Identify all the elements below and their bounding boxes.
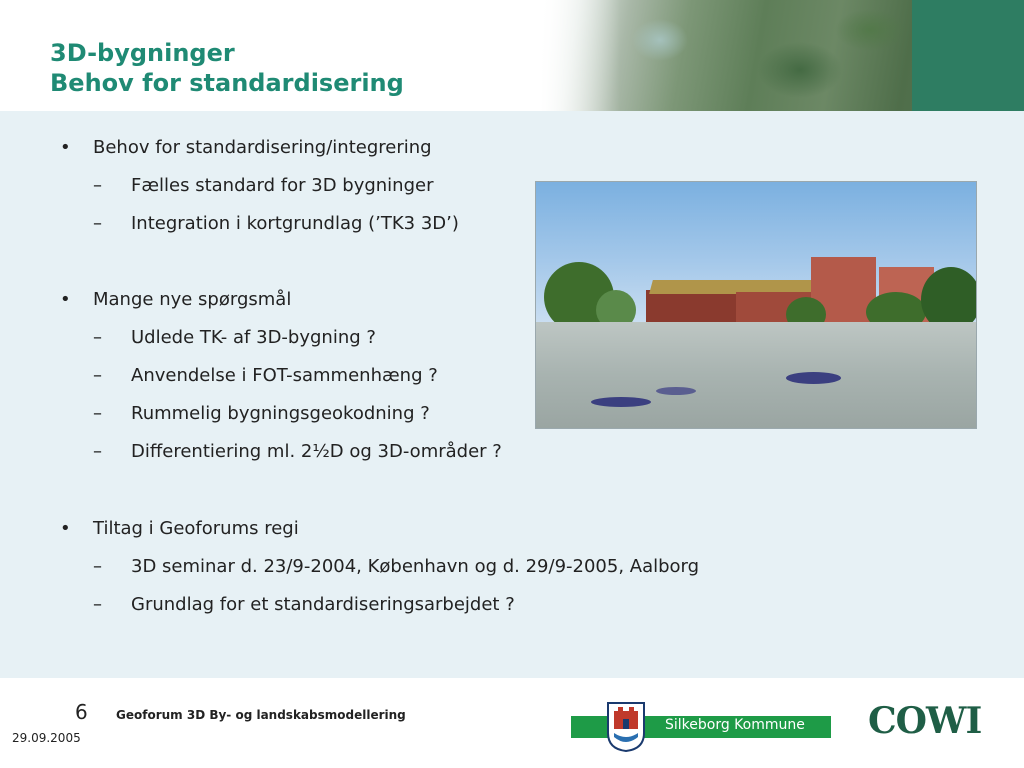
slide-header [0, 0, 1024, 111]
bullet-dot-icon: • [60, 518, 71, 539]
bullet-level1 [60, 136, 432, 160]
banner-fade [540, 0, 620, 111]
image-car [656, 387, 696, 395]
bullet-level2 [93, 364, 438, 388]
cowi-logo: COWI [868, 700, 982, 742]
bullet-text: Behov for standardisering/integrering [93, 137, 432, 158]
bullet-text: Grundlag for et standardiseringsarbejdet ? [131, 594, 515, 615]
footer-event-title: Geoforum 3D By- og landskabsmodellering [116, 708, 406, 722]
slide-title-line2: Behov for standardisering [50, 69, 404, 97]
bullet-level2 [93, 555, 700, 579]
bullet-level2 [93, 440, 502, 464]
dash-icon: – [93, 327, 102, 348]
bullet-level2 [93, 593, 515, 617]
silkeborg-logo-text: Silkeborg Kommune [665, 717, 805, 733]
bullet-level2 [93, 402, 430, 426]
slide-title [50, 38, 404, 98]
bullet-level2 [93, 212, 459, 236]
image-road [536, 322, 976, 428]
bullet-text: Udlede TK- af 3D-bygning ? [131, 327, 376, 348]
bullet-text: Rummelig bygningsgeokodning ? [131, 403, 430, 424]
bullet-text: Mange nye spørgsmål [93, 289, 292, 310]
dash-icon: – [93, 594, 102, 615]
image-car [786, 372, 841, 384]
bullet-level2 [93, 326, 376, 350]
dash-icon: – [93, 556, 102, 577]
slide-content [0, 111, 1024, 678]
dash-icon: – [93, 365, 102, 386]
bullet-level1 [60, 517, 299, 541]
bullet-text: Fælles standard for 3D bygninger [131, 175, 434, 196]
dash-icon: – [93, 403, 102, 424]
crest-icon [606, 701, 646, 753]
bullet-text: Anvendelse i FOT-sammenhæng ? [131, 365, 438, 386]
bullet-text: Differentiering ml. 2½D og 3D-områder ? [131, 441, 502, 462]
image-car [591, 397, 651, 407]
dash-icon: – [93, 441, 102, 462]
page-number: 6 [75, 700, 88, 724]
dash-icon: – [93, 175, 102, 196]
slide-date: 29.09.2005 [12, 731, 81, 745]
city-3d-model-image [535, 181, 977, 429]
bullet-level2 [93, 174, 434, 198]
bullet-text: Integration i kortgrundlag (’TK3 3D’) [131, 213, 459, 234]
bullet-text: Tiltag i Geoforums regi [93, 518, 299, 539]
bullet-level1 [60, 288, 292, 312]
bullet-dot-icon: • [60, 289, 71, 310]
slide-title-line1: 3D-bygninger [50, 39, 235, 67]
header-green-tab [912, 0, 1024, 111]
dash-icon: – [93, 213, 102, 234]
bullet-dot-icon: • [60, 137, 71, 158]
bullet-text: 3D seminar d. 23/9-2004, København og d. 29/9-2005, Aalborg [131, 556, 700, 577]
